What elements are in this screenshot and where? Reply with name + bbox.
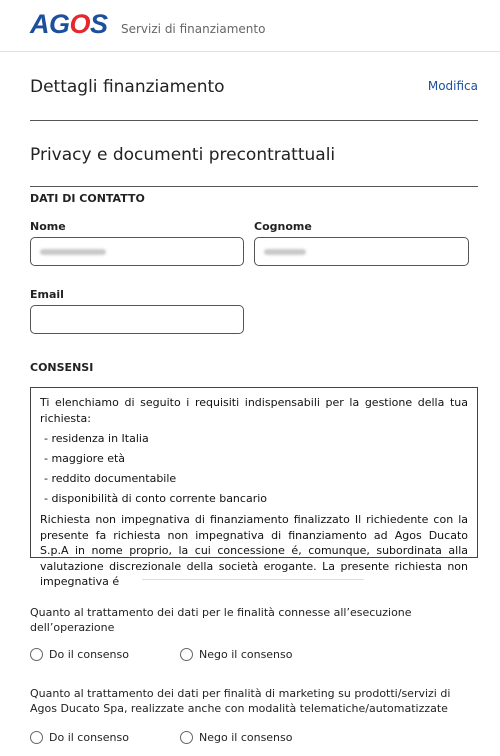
radio-circle-icon[interactable] (30, 648, 43, 661)
radio-label: Do il consenso (49, 648, 129, 661)
radio-circle-icon[interactable] (180, 648, 193, 661)
edit-link[interactable]: Modifica (427, 79, 478, 93)
surname-label: Cognome (254, 220, 312, 233)
site-header (0, 0, 500, 52)
radio-label: Nego il consenso (199, 731, 293, 744)
consent-intro: Ti elenchiamo di seguito i requisiti indispensabili per la gestione della tua richiesta: (40, 396, 468, 425)
requirements-list (40, 429, 468, 509)
radio-give-consent-operation[interactable] (30, 648, 180, 661)
section-divider (30, 120, 478, 121)
consent-text-box[interactable] (30, 387, 478, 588)
section-divider (30, 186, 478, 187)
radio-circle-icon[interactable] (30, 731, 43, 744)
radio-give-consent-marketing[interactable] (30, 731, 180, 744)
contact-heading: DATI DI CONTATTO (30, 192, 145, 205)
radio-circle-icon[interactable] (180, 731, 193, 744)
email-label: Email (30, 288, 64, 301)
consent-marketing-options (30, 731, 293, 744)
consent-question-operation: Quanto al trattamento dei dati per le finalità connesse all’esecuzione dell’operazione (30, 606, 412, 634)
surname-field[interactable] (254, 237, 469, 266)
radio-deny-consent-operation[interactable] (180, 648, 293, 661)
requirement-item: - maggiore età (44, 452, 126, 465)
name-field[interactable] (30, 237, 244, 266)
consent-operation-options (30, 648, 293, 661)
consent-question-marketing: Quanto al trattamento dei dati per finalità di marketing su prodotti/servizi di Agos Ducato Spa, realizzate anche con modalità telematiche/automatizzate (30, 687, 451, 715)
agos-logo[interactable] (30, 9, 108, 40)
financing-details-title: Dettagli finanziamento (30, 77, 225, 97)
consents-heading: CONSENSI (30, 361, 94, 374)
redacted-surname (264, 249, 306, 255)
requirement-item: - residenza in Italia (44, 432, 149, 445)
divider (142, 579, 364, 580)
radio-label: Nego il consenso (199, 648, 293, 661)
radio-label: Do il consenso (49, 731, 129, 744)
header-tagline: Servizi di finanziamento (121, 22, 266, 36)
privacy-title: Privacy e documenti precontrattuali (30, 145, 336, 165)
email-field[interactable] (30, 305, 244, 334)
name-label: Nome (30, 220, 66, 233)
logo-text: AGOS (30, 9, 108, 39)
redacted-name (40, 249, 106, 255)
radio-deny-consent-marketing[interactable] (180, 731, 293, 744)
requirement-item: - disponibilità di conto corrente bancario (44, 492, 267, 505)
requirement-item: - reddito documentabile (44, 472, 177, 485)
consent-body: Richiesta non impegnativa di finanziamento finalizzato Il richiedente con la presente fa richiesta non impegnativa di finanziamento ad Agos Ducato S.p.A in nome proprio, la cui concessione é, comunque, subordinata alla valutazione discrezionale della società erogante. La presente richiesta non impegnativa é (40, 513, 468, 588)
